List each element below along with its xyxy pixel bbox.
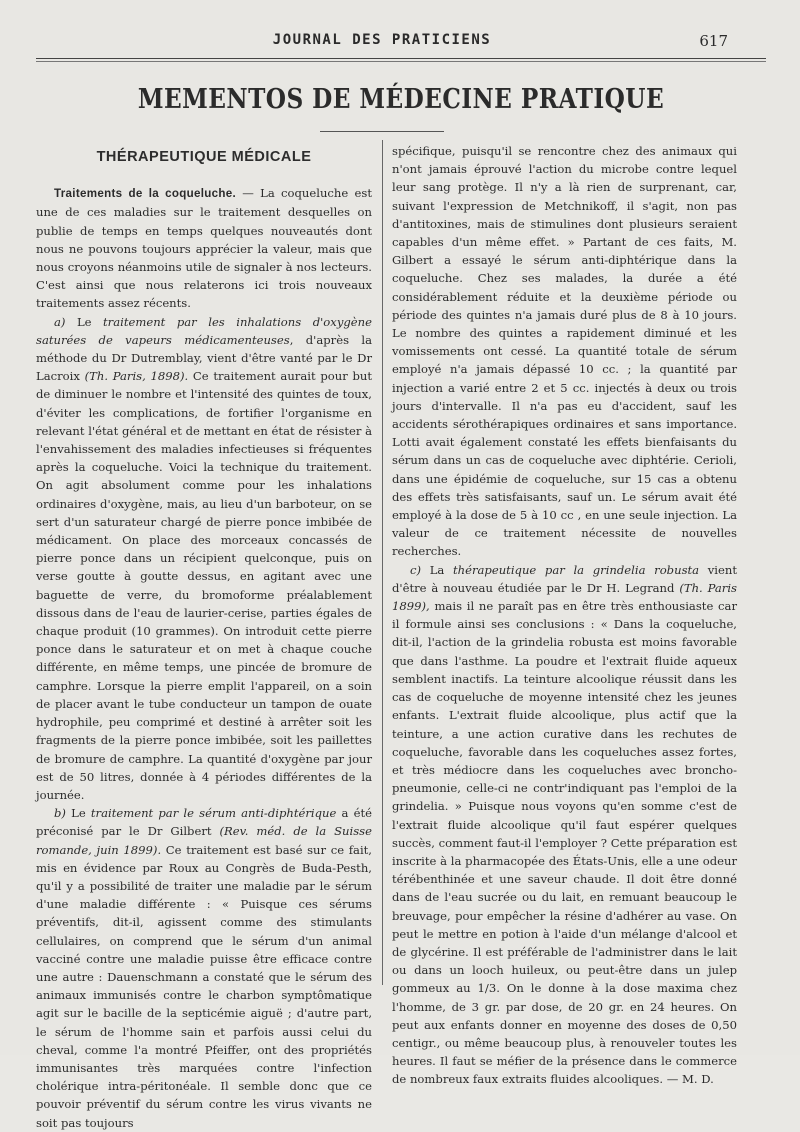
para-c-reference: (Th. Paris 1899),: [392, 580, 737, 614]
para-b-title: traitement par le sérum anti-diphtérique: [90, 806, 337, 821]
para-b-lead: Le: [65, 806, 91, 821]
header-rule-thin: [36, 61, 766, 62]
para-b-reference: (Rev. méd. de la Suisse romande, juin 1899).: [36, 824, 372, 857]
left-column: [36, 142, 372, 1132]
para-b-label: b): [54, 806, 66, 821]
para-c-text-1: vient d'être à nouveau étudiée par le Dr H. Legrand: [392, 562, 737, 595]
section-heading: THÉRAPEUTIQUE MÉDICALE: [96, 149, 312, 165]
running-head: [36, 32, 728, 52]
column-divider: [382, 140, 383, 985]
para-a-title: traitement par les inhalations d'oxygène saturées de vapeurs médicamenteuses: [36, 314, 372, 347]
para-b-text-1: a été préconisé par le Dr Gilbert: [36, 806, 372, 839]
para-a-label: a): [54, 314, 66, 329]
para-c-lead: La: [421, 562, 453, 577]
para-c-title: thérapeutique par la grindelia robusta: [452, 562, 700, 577]
para-c-text-2: mais il ne paraît pas en être très enthousiaste car il formule ainsi ses conclusions : « Dans la coqueluche, dit-il, l'action de la grindelia robusta est moins favorable que dans l'asthme. La poudre et l'extrait fluide aqueux semblent inactifs. La teinture alcoolique réussit dans les cas de coqueluche de moyenne intensité chez les jeunes enfants. L'extrait fluide alcoolique, plus actif que la teinture, a une action curative dans les rechutes de coqueluche, favorable dans les coqueluches assez fortes, et très médiocre dans les coqueluches avec broncho-pneumonie, celle-ci ne contr'indiquant pas l'emploi de la grindelia. » Puisque nous voyons qu'en somme c'est de l'extrait fluide alcoolique qu'il faut espérer quelques succès, comment faut-il l'employer ? Cette préparation est inscrite à la pharmacopée des États-Unis, elle a une odeur térébenthinée et une saveur chaude. Il doit être donné dans de l'eau sucrée ou du lait, en remuant beaucoup le breuvage, pour empêcher la résine d'adhérer au vase. On peut le mettre en potion à l'aide d'un mélange d'alcool et de glycérine. Il est préférable de l'administrer dans le lait ou dans un looch huileux, ou peut-être dans un julep gommeux au 1/3. On le donne à la dose maxima chez l'homme, de 3 gr. par dose, de 20 gr. en 24 heures. On peut aux enfants donner en moyenne des doses de 0,50 centigr., ou même beaucoup plus, à renouveler toutes les heures. Il faut se méfier de la présence dans le commerce de nombreux faux extraits fluides alcooliques. — M. D.: [392, 599, 737, 1087]
title-rule: [320, 131, 444, 132]
right-column: [392, 142, 737, 1089]
page-number: 617: [699, 32, 728, 50]
para-a-text-2: Ce traitement aurait pour but de diminuer le nombre et l'intensité des quintes de toux, d'éviter les complications, de fortifier l'organisme en relevant l'état général et de mettant en état de résister à l'envahissement des maladies infectieuses si fréquentes après la coqueluche. Voici la technique du traitement. On agit absolument comme pour les inhalations ordinaires d'oxygène, mais, au lieu d'un barboteur, on se sert d'un saturateur chargé de pierre ponce imbibée de médicament. On place des morceaux concassés de pierre ponce dans un récipient quelconque, puis on verse goutte à goutte dessus, en agitant avec une baguette de verre, du bromoforme préalablement dissous dans de l'eau de laurier-cerise, parties égales de chaque produit (10 grammes). On introduit cette pierre ponce dans le saturateur et on met à chaque couche différente, en même temps, une pincée de bromure de camphre. Lorsque la pierre emplit l'appareil, on a soin de placer avant le tube conducteur un tampon de ouate hydrophile, peu comprimé et destiné à arrêter soit les fragments de la pierre ponce imbibée, soit les paillettes de bromure de camphre. La quantité d'oxygène par jour est de 50 litres, donnée à 4 périodes différentes de la journée.: [36, 369, 372, 802]
para-b-text-2: Ce traitement est basé sur ce fait, mis en évidence par Roux au Congrès de Buda-Pesth, qu'il y a possibilité de traiter une maladie par le sérum d'une maladie différente : « Puisque ces sérums préventifs, dit-il, agissent comme des stimulants cellulaires, on comprend que le sérum d'un animal vacciné contre une maladie puisse être efficace contre une autre : Dauenschmann a constaté que le sérum des animaux immunisés contre le charbon symptômatique agit sur le bacille de la septicémie aiguë ; d'autre part, le sérum de l'homme sain et parfois aussi celui du cheval, comme l'a montré Pfeiffer, ont des propriétés immunisantes très marquées contre l'infection cholérique intra-péritonéale. Il semble donc que ce pouvoir préventif du sérum contre les virus vivants ne soit pas toujours: [36, 842, 372, 1130]
paragraph-c: [392, 561, 737, 1089]
intro-paragraph: [36, 184, 372, 312]
continuation-paragraph: spécifique, puisqu'il se rencontre chez des animaux qui n'ont jamais éprouvé l'action du microbe contre lequel leur sang protège. Il n'y a là rien de surprenant, car, suivant l'expression de Metchnikoff, il s'agit, non pas d'antitoxines, mais de stimulines dont plusieurs seraient capables d'un même effet. » Partant de ces faits, M. Gilbert a essayé le sérum anti-diphtérique dans la coqueluche. Chez ses malades, la durée a été considérablement réduite et la deuxième période ou période des quintes n'a jamais duré plus de 8 à 10 jours. Le nombre des quintes a rapidement diminué et les vomissements ont cessé. La quantité totale de sérum employé n'a jamais dépassé 10 cc. ; la quantité par injection a varié entre 2 et 5 cc. injectés à deux ou trois jours d'intervalle. Il n'a pas eu d'accident, sauf les accidents sérothérapiques ordinaires et sans importance. Lotti avait également constaté les effets bienfaisants du sérum dans un cas de coqueluche avec diphtérie. Cerioli, dans une épidémie de coqueluche, sur 15 cas a obtenu des effets très satisfaisants, sauf un. Le sérum avait été employé à la dose de 5 à 10 cc , en une seule injection. La valeur de ce traitement nécessite de nouvelles recherches.: [392, 144, 737, 559]
main-title: MEMENTOS DE MÉDECINE PRATIQUE: [137, 84, 665, 115]
intro-run-in: Traitements de la coqueluche.: [54, 187, 237, 201]
journal-title: JOURNAL DES PRATICIENS: [272, 32, 492, 48]
para-a-text-1: , d'après la méthode du Dr Dutremblay, vient d'être vanté par le Dr Lacroix: [36, 332, 372, 384]
header-rule: [36, 58, 766, 59]
para-a-reference: (Th. Paris, 1898).: [84, 369, 189, 384]
para-a-lead: Le: [65, 314, 104, 329]
paragraph-a: [36, 313, 372, 804]
para-c-label: c): [410, 562, 422, 577]
intro-text: — La coqueluche est une de ces maladies sur le traitement desquelles on publie de temps en temps quelques nouveautés dont nous ne pouvons toujours apprécier la valeur, mais que nous croyons néanmoins utile de signaler à nos lecteurs. C'est ainsi que nous relaterons ici trois nouveaux traitements assez récents.: [36, 186, 372, 311]
paragraph-b: [36, 804, 372, 1132]
